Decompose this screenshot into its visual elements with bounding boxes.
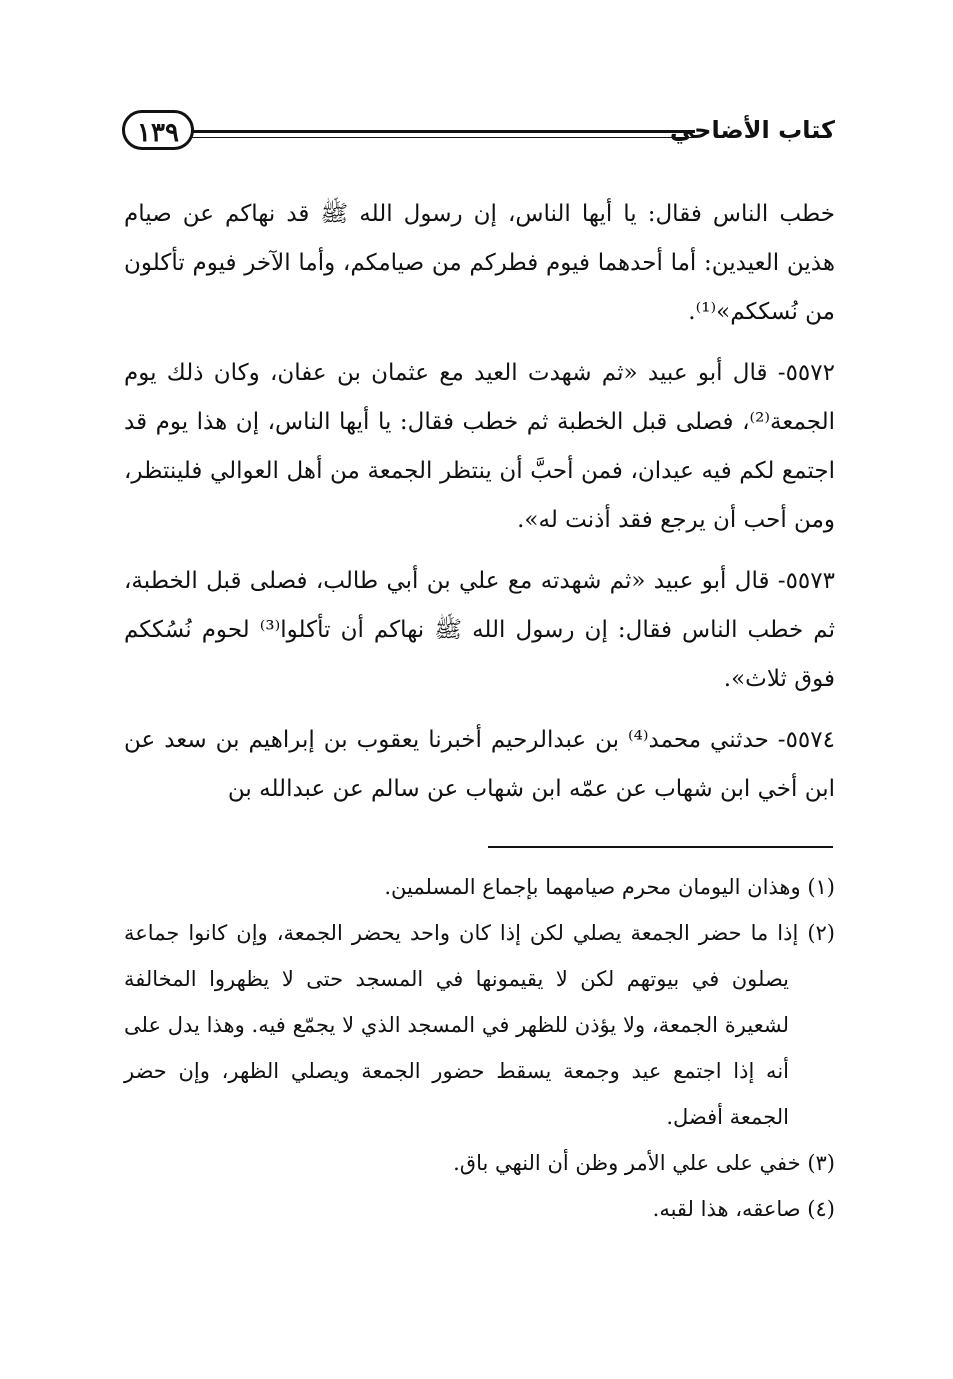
footnotes [124,864,835,1232]
footnote-separator [488,846,833,848]
hadith-5573: ٥٥٧٣- قال أبو عبيد «ثم شهدته مع علي بن أبي طالب، فصلى قبل الخطبة، ثم خطب الناس فقال: إن رسول الله ﷺ نهاكم أن تأكلوا⁽³⁾ لحوم نُسُككم فوق ثلاث». [124,568,835,692]
hadith-5574: ٥٥٧٤- حدثني محمد⁽⁴⁾ بن عبدالرحيم أخبرنا يعقوب بن إبراهيم بن سعد عن ابن أخي ابن شهاب عن عمّه ابن شهاب عن سالم عن عبدالله بن [124,727,835,802]
footnote-3: (٣) خفي على علي الأمر وظن أن النهي باق. [453,1151,835,1175]
main-text [124,190,835,814]
footnote-4: (٤) صاعقه، هذا لقبه. [652,1197,835,1221]
page-number: ١٣٩ [122,110,194,150]
paragraph-continuation: خطب الناس فقال: يا أيها الناس، إن رسول الله ﷺ قد نهاكم عن صيام هذين العيدين: أما أحدهما فيوم فطركم من صيامكم، وأما الآخر فيوم تأكلون من نُسككم»⁽¹⁾. [124,201,835,325]
header-rule [192,130,695,138]
hadith-5572: ٥٥٧٢- قال أبو عبيد «ثم شهدت العيد مع عثمان بن عفان، وكان ذلك يوم الجمعة⁽²⁾، فصلى قبل الخطبة ثم خطب فقال: يا أيها الناس، إن هذا يوم قد اجتمع لكم فيه عيدان، فمن أحبَّ أن ينتظر الجمعة من أهل العوالي فلينتظر، ومن أحب أن يرجع فقد أذنت له». [124,360,835,533]
book-title: كتاب الأضاحي [669,116,835,144]
footnote-2: (٢) إذا ما حضر الجمعة يصلي لكن إذا كان واحد يحضر الجمعة، وإن كانوا جماعة يصلون في بيوتهم لكن لا يقيمونها في المسجد حتى لا يظهروا المخالفة لشعيرة الجمعة، ولا يؤذن للظهر في المسجد الذي لا يجمّع فيه. وهذا يدل على أنه إذا اجتمع عيد وجمعة يسقط حضور الجمعة ويصلي الظهر، وإن حضر الجمعة أفضل. [124,921,835,1129]
footnote-1: (١) وهذان اليومان محرم صيامهما بإجماع المسلمين. [384,875,835,899]
page-header [122,110,835,156]
